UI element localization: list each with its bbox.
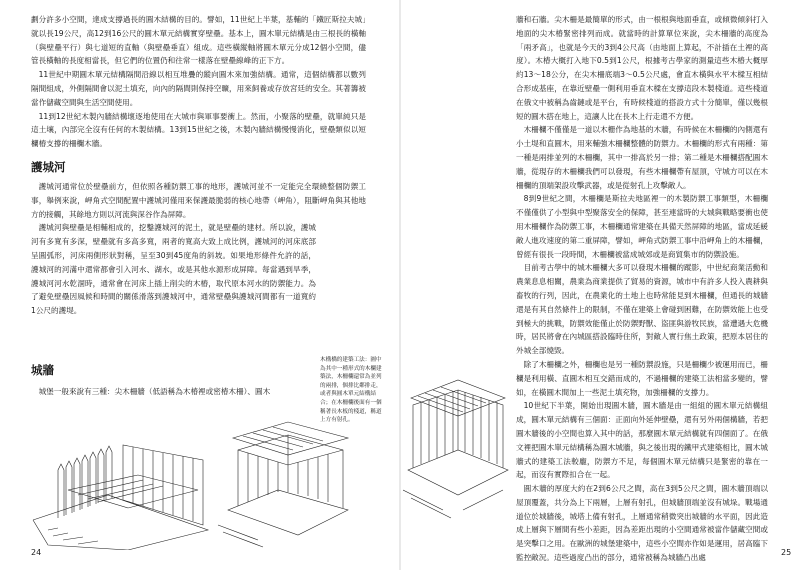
- paragraph: 圓木牆的厚度大約在2到6公尺之間，高在3到5公尺之間，圓木牆頂端以屋頂覆蓋，共分為上下兩層，上層有射孔，但城牆頂端並沒有城垛。戰場通道位於城牆後，城塔上備有射孔，上層通常稍微突出城牆的水平面，因此造成上層與下層間有些小差距，因為差距出現的小空間通常被當作儲藏空間或是突擊口之用。在歐洲的城堡建築中，這些小空間亦作如是運用，居高臨下監控敵況。這些過度凸出的部分，通常被稱為城牆凸出處: [516, 484, 768, 563]
- paragraph: 護城河與壁壘是相輔相成的，挖鑿護城河的泥土，就是壁壘的建材。所以說，護城河有多寬有多深，壁壘就有多高多寬，兩者的寬高大致上成比例，護城河的河床底部呈圓弧形，河床兩側形狀對稱，呈至30到45度角的斜坡。如果地形條件允許的話，護城河的河滿中還常都會引入河水、湖水，或是其他水源形成屏障。每當遇到旱季，護城河河水乾涸時，通常會在河床上插上削尖的木樁，取代原本河水的防禦能力。為了避免壁壘因風候和時間的關係滑落到護城河中，通常壁壘與護城河間都有一道寬約1公尺的護堤。: [31, 223, 316, 316]
- right-text-column: [516, 13, 768, 565]
- section-heading-moat: 護城河: [31, 159, 66, 174]
- paragraph: 11世紀中期圓木單元結構隔間沿線以相互堆疊的縱向圓木來加強結構。通常，這個結構都以數列隔間組成，外側隔間會以泥土填充，向內的隔間則保持空曠，用來飼養或存放宮廷的安全。其著籌被當作儲藏空間與生活空間使用。: [31, 70, 366, 107]
- page-number: 25: [781, 548, 792, 557]
- left-page: [0, 0, 399, 570]
- right-page: [401, 0, 800, 570]
- palisade-illustration: [28, 400, 363, 550]
- paragraph: 劃分許多小空間，達成支撐過長的圓木結構的目的。譬如，11世紀上半葉，基輔的「鐵匠斯拉夫城」就以長19公尺，高12到16公尺的圓木單元結構實穿壁壘。基本上，圓木單元結構是由三根長的橫軸（與壁壘平行）與七道短的直軸（與壁壘垂直）組成。這些橫縱軸將圓木單元分成12個小空間，儘管長橫軸的長度相當長，但它們的位置仍和往常一樣落在壁壘線峰的正下方。: [31, 15, 366, 66]
- paragraph: 牆和石牆。尖木柵是最簡單的形式，由一根根與地面垂直，或傾微傾斜打入地面的尖木椿緊密排列而成。就當時的計算單位來說，尖木柵牆的高度為「兩矛高」，也就是今天的3到4公尺高（由地面上算起，不計插在土裡的高度）。木椿大概打入地下0.5到1公尺，根據考古學家的測量這些木椿大概厚約13～18公分，在尖木柵底端3～0.5公尺處，會直木橫與水平木樑互相結合形成基座，在靠近壁壘一側利用垂直木樑在支撐這段木製棧道。這些棧道在俄文中被稱為齒鏈或是平台，有時候棧道的搭設方式十分簡單，僅以幾根短的圓木搭在地上，這讓人比在長木上行走還不方便。: [516, 15, 768, 121]
- left-text-column: [31, 13, 366, 318]
- paragraph: 護城河通常位於壁壘前方，但依照各種防禦工事的地形，護城河並不一定能完全環繞整個防禦工事，舉例來說，岬角式空間配置中護城河僅用來保護最脆弱的核心地帶（岬角），阻斷岬角與其他地方的接觸，其餘地方則以河流與深谷作為屏障。: [31, 181, 366, 219]
- paragraph: 11到12世紀木製內牆結構壞逐地使用在大城市與軍事要衝上。然而，小聚落的壁壘，就單純只是這土壤，內部完全沒有任何的木製結構。13到15世紀之後，木製內牆結構慢慢消化，壁壘類似以短欄樁支撐的柵欄木牆。: [31, 111, 366, 149]
- paragraph: 除了木柵欄之外，柵欄也是另一種防禦設施，只是柵欄少被運用而已，柵欄是利用橫、直圓木相互交錯而成的，不過柵欄的建築工法相當多變的，譬如，在橫圓木間加上一些泥土填充物，加強柵欄的支撐力。: [516, 359, 768, 397]
- section-heading-wall: 城牆: [31, 363, 54, 377]
- paragraph: 目前考古學中的城木柵欄大多可以發現木柵欄的蹤影，中世紀商業活動和農業息息相關，農業為商業提供了貿易的資源，城市中有許多人投入農耕與畜牧的行列，因此，在農業化的土地上也時常能見到木柵欄，但通長的城牆還是有其自然條件上的限制，不僅在建築上會碰到困難，在防禦效能上也受到極大的挑戰，防禦效能僅止於防禦野獸、盜匪與游牧民族，當遭遇大危機時，居民將會在內城區搭設臨時住所，對敵人實行焦土政策，把原本居住的外城全部燒毀。: [516, 263, 768, 356]
- log-wall-illustration: [403, 350, 511, 550]
- figure-caption: 木構橋的建築工法：圖中為其中一種形式的木欄建築法，木柵欄還常為並列的兩排，個排比鄰排走，或者與圓木單元結構結合；在木柵欄後面有一個稱著長木板的棧道，稱道上方有射孔。: [320, 357, 382, 424]
- paragraph: 城堡一般來說有三種：尖木柵牆（低語稱為木椿裡或密椿木柵）、圓木: [38, 387, 271, 396]
- paragraph: 木柵欄不僅僅是一道以木栅作為地基的木牆，有時候在木柵欄的內側還有小土堤和直圓木，用來輔強木柵欄整體的防禦力。木柵欄的形式有兩種：第一種是兩排並列的木柵欄，其中一排高於另一排；第二種是木柵欄搭配圓木牆，從現存的木柵欄我們可以發現，有些木柵欄帶有屋頂，守城方可以在木柵欄的頂端架設攻擊武器，或是從射孔上攻擊敵人。: [516, 125, 768, 190]
- page-number: 24: [31, 548, 42, 557]
- paragraph: 10世紀下半葉，開始出現圓木牆，圓木牆是由一組組的圓木單元結構組成，圓木單元結構有三個面：正面向外延伸壁壘，還有另外兩個構牆，若把圓木牆後的小空間也算入其中的話，那麼圓木單元結構就有四個面了。在俄文裡把圓木單元結構稱為圓木城牆，與之後出現的鐵甲式建築相比，圓木城牆式的建築工法較龐，防禦方不足，每個圓木單元結構只是緊密的靠在一起，而沒有實際扣合在一起。: [516, 401, 768, 480]
- paragraph: 8到9世紀之間，木柵欄是斯拉夫地區裡一的木製防禦工事類型，木柵欄不僅僅供了小型與中型聚落安全的保障，甚至連當時的大城與戰略要衝也使用木柵欄作為防禦工事，木柵欄通常建築在具備天然屏障的地區，當成延緩敵人進攻速度的第二重屏障，譬如，岬角式防禦工事中沿岬角上的木柵欄，曾經有很長一段時間，木柵欄被當成城郊或是商貿集市的防禦設施。: [516, 194, 768, 259]
